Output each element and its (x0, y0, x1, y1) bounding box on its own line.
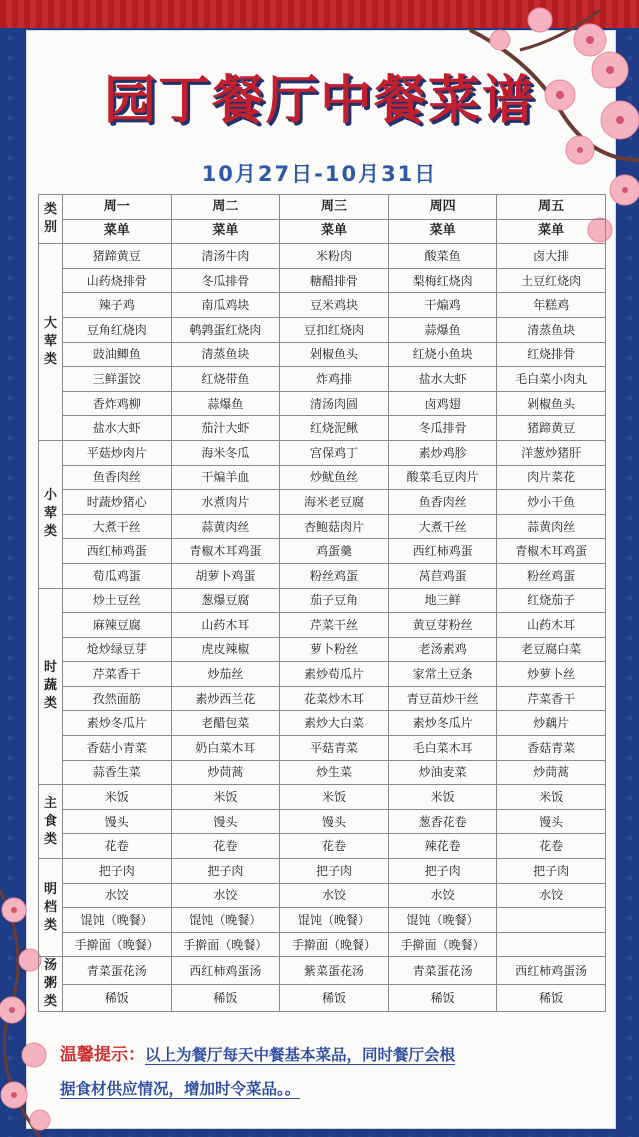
dish-cell: 芹菜干丝 (280, 613, 389, 638)
menu-header: 菜单 (497, 219, 606, 244)
dish-cell: 莴苣鸡蛋 (388, 563, 497, 588)
dish-cell: 豆扣红烧肉 (280, 317, 389, 342)
table-row (39, 317, 606, 342)
dish-cell: 馄饨（晚餐） (171, 908, 280, 933)
day-header: 周三 (280, 195, 389, 220)
dish-cell: 黄豆芽粉丝 (388, 613, 497, 638)
dish-cell: 稀饭 (280, 984, 389, 1012)
menu-header: 菜单 (388, 219, 497, 244)
table-row (39, 342, 606, 367)
dish-cell: 炒藕片 (497, 711, 606, 736)
dish-cell: 干煸鸡 (388, 293, 497, 318)
dish-cell: 青椒木耳鸡蛋 (171, 539, 280, 564)
dish-cell: 把子肉 (63, 859, 172, 884)
dish-cell: 鸡蛋羹 (280, 539, 389, 564)
dish-cell: 虎皮辣椒 (171, 637, 280, 662)
dish-cell: 红烧泥鳅 (280, 416, 389, 441)
table-row (39, 957, 606, 985)
dish-cell: 鹌鹑蛋红烧肉 (171, 317, 280, 342)
dish-cell: 米饭 (280, 785, 389, 810)
table-row (39, 984, 606, 1012)
dish-cell: 蒜爆鱼 (171, 391, 280, 416)
table-row (39, 293, 606, 318)
dish-cell: 豉油鲫鱼 (63, 342, 172, 367)
dish-cell: 糖醋排骨 (280, 268, 389, 293)
table-row (39, 490, 606, 515)
dish-cell: 豆角红烧肉 (63, 317, 172, 342)
table-row (39, 465, 606, 490)
table-row (39, 416, 606, 441)
dish-cell: 粉丝鸡蛋 (280, 563, 389, 588)
dish-cell: 把子肉 (280, 859, 389, 884)
day-header: 周二 (171, 195, 280, 220)
dish-cell: 海米老豆腐 (280, 490, 389, 515)
dish-cell: 素炒大白菜 (280, 711, 389, 736)
dish-cell: 紫菜蛋花汤 (280, 957, 389, 985)
dish-cell: 馄饨（晚餐） (63, 908, 172, 933)
dish-cell: 素炒荀瓜片 (280, 662, 389, 687)
table-row (39, 563, 606, 588)
dish-cell: 炝炒绿豆芽 (63, 637, 172, 662)
menu-header: 菜单 (280, 219, 389, 244)
table-row (39, 440, 606, 465)
dish-cell: 炒油麦菜 (388, 760, 497, 785)
table-row (39, 367, 606, 392)
dish-cell: 花卷 (63, 834, 172, 859)
title-banner (80, 70, 560, 132)
dish-cell: 麻辣豆腐 (63, 613, 172, 638)
dish-cell: 红烧茄子 (497, 588, 606, 613)
dish-cell: 奶白菜木耳 (171, 736, 280, 761)
category-label: 明 档 类 (39, 859, 63, 957)
table-row (39, 514, 606, 539)
category-label: 小 荤 类 (39, 440, 63, 588)
table-row (39, 662, 606, 687)
dish-cell: 炒土豆丝 (63, 588, 172, 613)
day-header: 周五 (497, 195, 606, 220)
dish-cell: 水饺 (388, 883, 497, 908)
dish-cell: 辣子鸡 (63, 293, 172, 318)
dish-cell: 馄饨（晚餐） (388, 908, 497, 933)
category-label: 汤 粥 类 (39, 957, 63, 1012)
menu-header: 菜单 (171, 219, 280, 244)
dish-cell: 青菜蛋花汤 (63, 957, 172, 985)
dish-cell: 豆米鸡块 (280, 293, 389, 318)
dish-cell: 青豆苗炒干丝 (388, 686, 497, 711)
tip-line-2: 据食材供应情况，增加时令菜品。。 (60, 1079, 301, 1098)
dish-cell: 茄汁大虾 (171, 416, 280, 441)
table-row (39, 736, 606, 761)
dish-cell: 毛白菜木耳 (388, 736, 497, 761)
dish-cell: 清蒸鱼块 (171, 342, 280, 367)
dish-cell: 米饭 (63, 785, 172, 810)
dish-cell: 炒生菜 (280, 760, 389, 785)
dish-cell: 芹菜香干 (497, 686, 606, 711)
dish-cell: 蒜黄肉丝 (497, 514, 606, 539)
dish-cell: 葱香花卷 (388, 809, 497, 834)
table-row (39, 588, 606, 613)
dish-cell: 炒萝卜丝 (497, 662, 606, 687)
dish-cell: 炒鱿鱼丝 (280, 465, 389, 490)
dish-cell: 手擀面（晚餐） (63, 932, 172, 957)
dish-cell: 馒头 (280, 809, 389, 834)
dish-cell: 萝卜粉丝 (280, 637, 389, 662)
warm-tip (60, 1038, 580, 1105)
dish-cell: 西红柿鸡蛋 (63, 539, 172, 564)
dish-cell: 平菇青菜 (280, 736, 389, 761)
dish-cell: 米饭 (388, 785, 497, 810)
dish-cell (497, 932, 606, 957)
table-row (39, 613, 606, 638)
dish-cell: 手擀面（晚餐） (280, 932, 389, 957)
dish-cell: 水饺 (63, 883, 172, 908)
dish-cell: 稀饭 (388, 984, 497, 1012)
dish-cell: 清蒸鱼块 (497, 317, 606, 342)
table-row (39, 539, 606, 564)
dish-cell: 水饺 (497, 883, 606, 908)
dish-cell: 家常土豆条 (388, 662, 497, 687)
dish-cell: 三鲜蛋饺 (63, 367, 172, 392)
dish-cell: 猪蹄黄豆 (497, 416, 606, 441)
dish-cell: 猪蹄黄豆 (63, 244, 172, 269)
dish-cell: 把子肉 (497, 859, 606, 884)
dish-cell: 馒头 (497, 809, 606, 834)
dish-cell: 剁椒鱼头 (280, 342, 389, 367)
dish-cell: 素炒鸡胗 (388, 440, 497, 465)
dish-cell: 手擀面（晚餐） (171, 932, 280, 957)
dish-cell: 米饭 (497, 785, 606, 810)
dish-cell: 水饺 (280, 883, 389, 908)
dish-cell: 花卷 (497, 834, 606, 859)
dish-cell: 盐水大虾 (63, 416, 172, 441)
dish-cell: 炒茼蒿 (171, 760, 280, 785)
dish-cell: 老醋包菜 (171, 711, 280, 736)
dish-cell: 鱼香肉丝 (388, 490, 497, 515)
dish-cell: 稀饭 (497, 984, 606, 1012)
dish-cell: 粉丝鸡蛋 (497, 563, 606, 588)
dish-cell: 剁椒鱼头 (497, 391, 606, 416)
dish-cell: 素炒冬瓜片 (63, 711, 172, 736)
dish-cell: 洋葱炒猪肝 (497, 440, 606, 465)
dish-cell: 卤鸡翅 (388, 391, 497, 416)
dish-cell: 海米冬瓜 (171, 440, 280, 465)
dish-cell: 蒜爆鱼 (388, 317, 497, 342)
dish-cell: 大煮干丝 (388, 514, 497, 539)
dish-cell: 花卷 (171, 834, 280, 859)
corner-label: 类 别 (39, 195, 63, 244)
table-row (39, 859, 606, 884)
dish-cell: 炒小干鱼 (497, 490, 606, 515)
dish-cell: 青椒木耳鸡蛋 (497, 539, 606, 564)
dish-cell: 西红柿鸡蛋汤 (497, 957, 606, 985)
dish-cell: 老汤素鸡 (388, 637, 497, 662)
dish-cell: 葱爆豆腐 (171, 588, 280, 613)
dish-cell: 酸菜鱼 (388, 244, 497, 269)
dish-cell: 蒜香生菜 (63, 760, 172, 785)
dish-cell: 宫保鸡丁 (280, 440, 389, 465)
category-label: 主 食 类 (39, 785, 63, 859)
menu-table (38, 194, 606, 1012)
dish-cell: 稀饭 (63, 984, 172, 1012)
page-title: 园丁餐厅中餐菜谱 (103, 71, 536, 131)
dish-cell: 素炒冬瓜片 (388, 711, 497, 736)
dish-cell: 鱼香肉丝 (63, 465, 172, 490)
dish-cell: 花卷 (280, 834, 389, 859)
dish-cell: 冬瓜排骨 (171, 268, 280, 293)
table-row (39, 908, 606, 933)
header-row-menu (39, 219, 606, 244)
dish-cell: 毛白菜小肉丸 (497, 367, 606, 392)
dish-cell: 水煮肉片 (171, 490, 280, 515)
dish-cell: 酸菜毛豆肉片 (388, 465, 497, 490)
dish-cell: 炒茄丝 (171, 662, 280, 687)
table-row (39, 760, 606, 785)
date-range: 10月27日-10月31日 (201, 162, 438, 186)
dish-cell: 平菇炒肉片 (63, 440, 172, 465)
dish-cell: 山药烧排骨 (63, 268, 172, 293)
dish-cell: 卤大排 (497, 244, 606, 269)
dish-cell: 手擀面（晚餐） (388, 932, 497, 957)
dish-cell: 炸鸡排 (280, 367, 389, 392)
tip-label: 温馨提示： (60, 1045, 145, 1065)
table-row (39, 834, 606, 859)
dish-cell: 花菜炒木耳 (280, 686, 389, 711)
table-row (39, 932, 606, 957)
dish-cell: 馒头 (63, 809, 172, 834)
dish-cell: 孜然面筋 (63, 686, 172, 711)
dish-cell: 素炒西兰花 (171, 686, 280, 711)
dish-cell: 青菜蛋花汤 (388, 957, 497, 985)
dish-cell: 把子肉 (171, 859, 280, 884)
dish-cell: 香菇小青菜 (63, 736, 172, 761)
dish-cell: 大煮干丝 (63, 514, 172, 539)
dish-cell: 芹菜香干 (63, 662, 172, 687)
dish-cell: 茄子豆角 (280, 588, 389, 613)
dish-cell: 荀瓜鸡蛋 (63, 563, 172, 588)
header-row-days (39, 195, 606, 220)
dish-cell: 香菇青菜 (497, 736, 606, 761)
dish-cell: 蒜黄肉丝 (171, 514, 280, 539)
dish-cell: 肉片菜花 (497, 465, 606, 490)
table-row (39, 268, 606, 293)
table-row (39, 391, 606, 416)
dish-cell: 把子肉 (388, 859, 497, 884)
menu-header: 菜单 (63, 219, 172, 244)
table-row (39, 883, 606, 908)
dish-cell: 红烧小鱼块 (388, 342, 497, 367)
dish-cell: 南瓜鸡块 (171, 293, 280, 318)
dish-cell: 辣花卷 (388, 834, 497, 859)
dish-cell: 炒茼蒿 (497, 760, 606, 785)
category-label: 大 荤 类 (39, 244, 63, 441)
dish-cell (497, 908, 606, 933)
dish-cell: 香炸鸡柳 (63, 391, 172, 416)
dish-cell: 梨梅红烧肉 (388, 268, 497, 293)
dish-cell: 年糕鸡 (497, 293, 606, 318)
dish-cell: 土豆红烧肉 (497, 268, 606, 293)
dish-cell: 盐水大虾 (388, 367, 497, 392)
table-row (39, 809, 606, 834)
dish-cell: 老豆腐白菜 (497, 637, 606, 662)
dish-cell: 稀饭 (171, 984, 280, 1012)
dish-cell: 冬瓜排骨 (388, 416, 497, 441)
table-row (39, 785, 606, 810)
dish-cell: 米饭 (171, 785, 280, 810)
dish-cell: 红烧排骨 (497, 342, 606, 367)
dish-cell: 清汤肉圆 (280, 391, 389, 416)
dish-cell: 胡萝卜鸡蛋 (171, 563, 280, 588)
dish-cell: 杏鲍菇肉片 (280, 514, 389, 539)
table-row (39, 686, 606, 711)
category-label: 时 蔬 类 (39, 588, 63, 785)
dish-cell: 清汤牛肉 (171, 244, 280, 269)
day-header: 周一 (63, 195, 172, 220)
tip-line-1: 以上为餐厅每天中餐基本菜品，同时餐厅会根 (145, 1045, 456, 1064)
dish-cell: 馒头 (171, 809, 280, 834)
table-row (39, 244, 606, 269)
dish-cell: 馄饨（晚餐） (280, 908, 389, 933)
dish-cell: 水饺 (171, 883, 280, 908)
dish-cell: 西红柿鸡蛋 (388, 539, 497, 564)
dish-cell: 山药木耳 (497, 613, 606, 638)
dish-cell: 干煸羊血 (171, 465, 280, 490)
dish-cell: 地三鲜 (388, 588, 497, 613)
table-row (39, 637, 606, 662)
table-row (39, 711, 606, 736)
dish-cell: 时蔬炒猪心 (63, 490, 172, 515)
day-header: 周四 (388, 195, 497, 220)
dish-cell: 米粉肉 (280, 244, 389, 269)
dish-cell: 西红柿鸡蛋汤 (171, 957, 280, 985)
dish-cell: 红烧带鱼 (171, 367, 280, 392)
dish-cell: 山药木耳 (171, 613, 280, 638)
